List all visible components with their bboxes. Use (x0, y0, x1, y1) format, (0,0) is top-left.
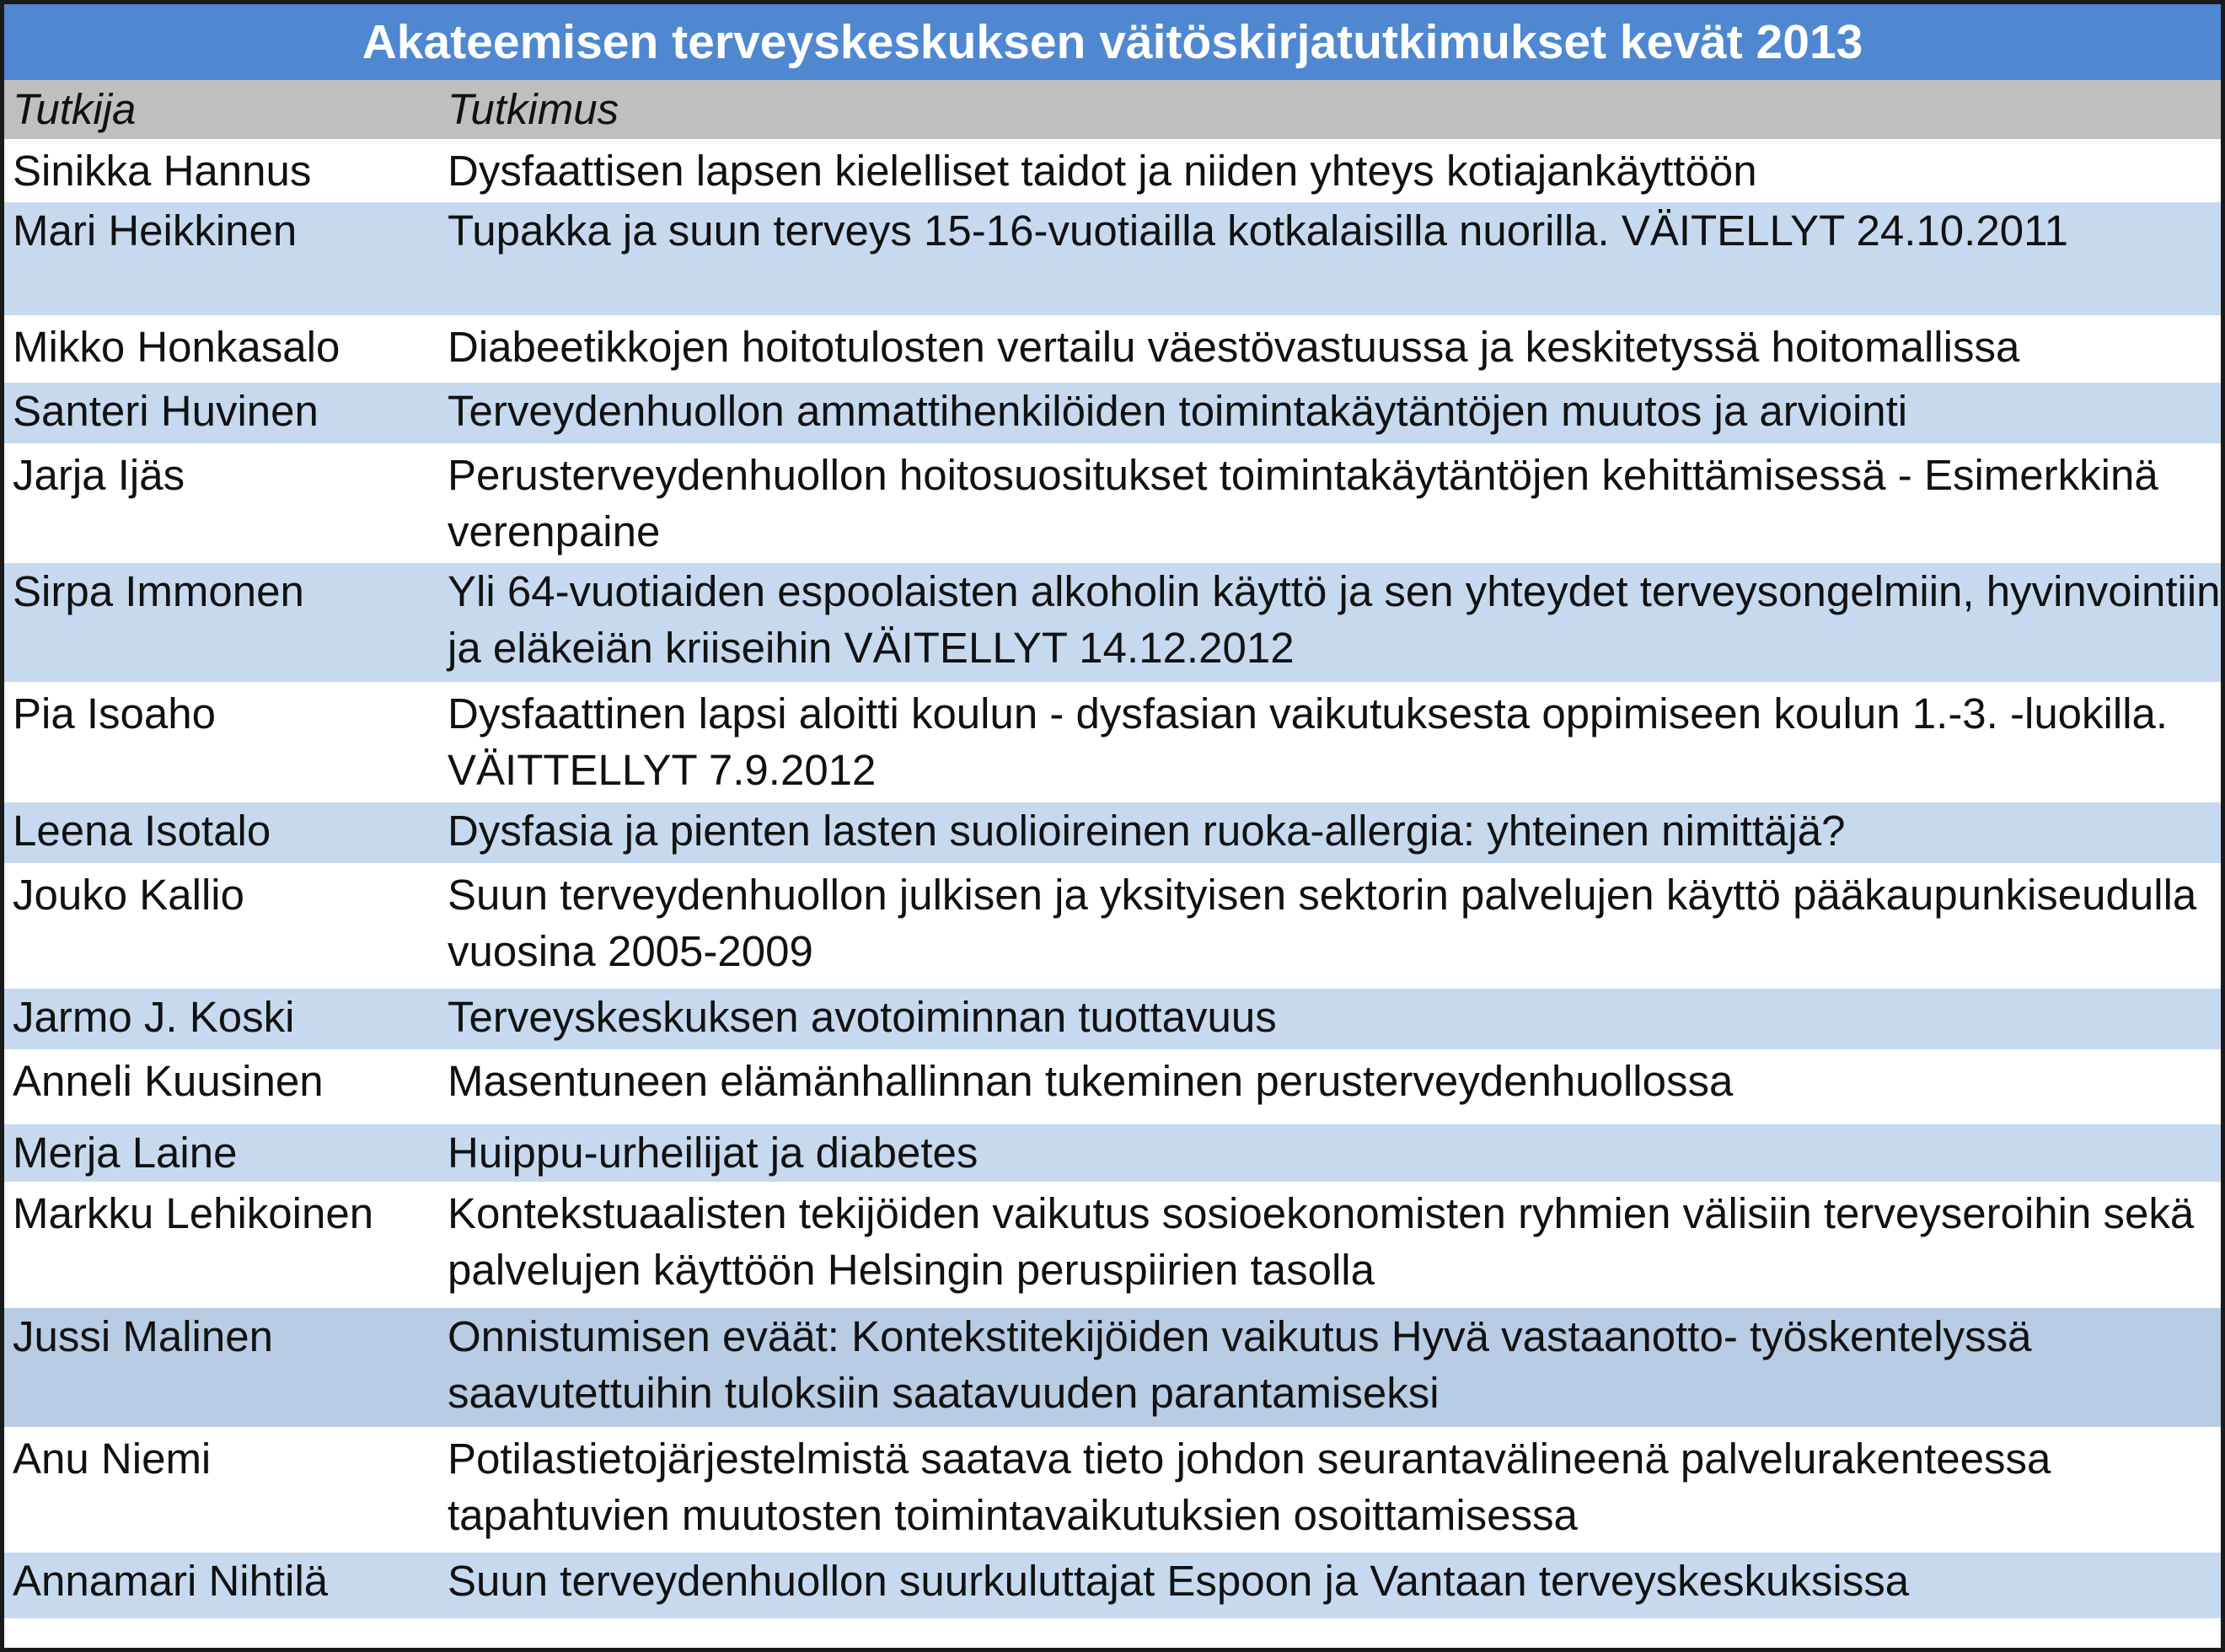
table-row (4, 987, 2221, 1051)
study-title: Suun terveydenhuollon suurkuluttajat Espoon ja Vantaan terveyskeskuksissa (448, 1557, 1910, 1605)
table-row (4, 1429, 2221, 1551)
study-title: Potilastietojärjestelmistä saatava tieto johdon seurantavälineenä palvelurakenteessa tapahtuvien muutosten toimintavaikutuksien osoittamisessa (448, 1435, 2051, 1539)
researcher-name: Santeri Huvinen (13, 387, 319, 435)
study-title: Masentuneen elämänhallinnan tukeminen perusterveydenhuollossa (448, 1057, 1734, 1105)
researcher-name: Jarja Ijäs (13, 451, 185, 499)
table-row (4, 1183, 2221, 1306)
table-row (4, 381, 2221, 445)
table-row (4, 1051, 2221, 1123)
table-row (4, 865, 2221, 987)
table-row (4, 1306, 2221, 1429)
researcher-name: Sirpa Immonen (13, 567, 304, 615)
study-title: Perusterveydenhuollon hoitosuositukset toimintakäytäntöjen kehittämisessä - Esimerkkinä verenpaine (448, 451, 2158, 555)
column-header-study: Tutkimus (448, 85, 619, 133)
study-title: Dysfaattisen lapsen kielelliset taidot ja niiden yhteys kotiajankäyttöön (448, 147, 1757, 195)
study-title: Dysfaattinen lapsi aloitti koulun - dysfasian vaikutuksesta oppimiseen koulun 1.-3. -luokilla. VÄITTELLYT 7.9.2012 (448, 689, 2169, 794)
study-title: Kontekstuaalisten tekijöiden vaikutus sosioekonomisten ryhmien välisiin terveyseroihin sekä palvelujen käyttöön Helsingin peruspiirien tasolla (448, 1189, 2195, 1294)
table-row (4, 801, 2221, 865)
researcher-name: Anneli Kuusinen (13, 1057, 324, 1105)
table-row (4, 201, 2221, 317)
table-row (4, 141, 2221, 201)
study-title: Yli 64-vuotiaiden espoolaisten alkoholin käyttö ja sen yhteydet terveysongelmiin, hyvinvointiin ja eläkeiän kriiseihin VÄITELLYT 14.12.2012 (448, 567, 2221, 672)
table-header-row (4, 80, 2221, 141)
study-title: Terveydenhuollon ammattihenkilöiden toimintakäytäntöjen muutos ja arviointi (448, 387, 1908, 435)
table-row (4, 317, 2221, 381)
study-title: Tupakka ja suun terveys 15-16-vuotiailla kotkalaisilla nuorilla. VÄITELLYT 24.10.2011 (448, 206, 2069, 255)
researcher-name: Jouko Kallio (13, 871, 244, 919)
study-title: Huippu-urheilijat ja diabetes (448, 1129, 978, 1177)
table-row (4, 561, 2221, 684)
researcher-name: Annamari Nihtilä (13, 1557, 329, 1605)
researcher-name: Markku Lehikoinen (13, 1189, 374, 1237)
researcher-name: Mikko Honkasalo (13, 323, 340, 371)
study-title: Suun terveydenhuollon julkisen ja yksityisen sektorin palvelujen käyttö pääkaupunkiseudulla vuosina 2005-2009 (448, 871, 2197, 975)
researcher-name: Anu Niemi (13, 1435, 212, 1483)
table-row (4, 684, 2221, 801)
study-title: Dysfasia ja pienten lasten suolioireinen ruoka-allergia: yhteinen nimittäjä? (448, 807, 1846, 855)
table-row (4, 1123, 2221, 1183)
study-title: Onnistumisen eväät: Kontekstitekijöiden vaikutus Hyvä vastaanotto- työskentelyssä saavutettuihin tuloksiin saatavuuden parantamiseksi (448, 1312, 2032, 1417)
table-row (4, 1551, 2221, 1618)
researcher-name: Mari Heikkinen (13, 206, 298, 255)
page-title: Akateemisen terveyskeskuksen väitöskirjatutkimukset kevät 2013 (4, 4, 2221, 80)
column-header-researcher: Tutkija (13, 85, 137, 133)
researcher-name: Leena Isotalo (13, 807, 271, 855)
researcher-name: Jarmo J. Koski (13, 993, 295, 1041)
study-title: Terveyskeskuksen avotoiminnan tuottavuus (448, 993, 1277, 1041)
researcher-name: Sinikka Hannus (13, 147, 312, 195)
research-table (4, 80, 2221, 1618)
study-title: Diabeetikkojen hoitotulosten vertailu väestövastuussa ja keskitetyssä hoitomallissa (448, 323, 2020, 371)
table-row (4, 445, 2221, 561)
researcher-name: Pia Isoaho (13, 689, 217, 738)
researcher-name: Merja Laine (13, 1129, 238, 1177)
researcher-name: Jussi Malinen (13, 1312, 273, 1360)
